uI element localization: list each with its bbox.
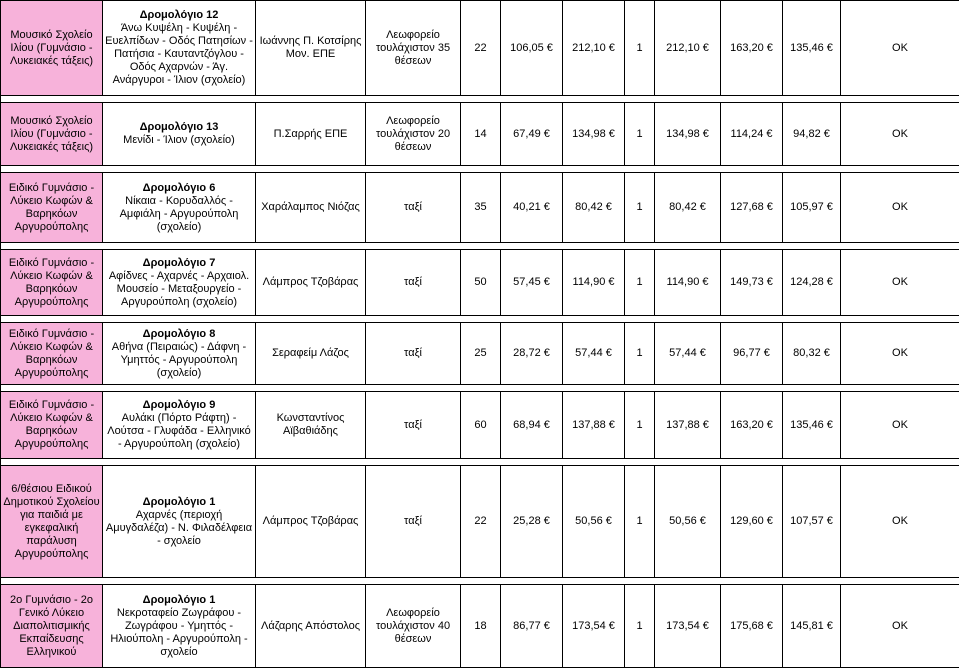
euro-sign: € <box>824 128 830 140</box>
contractor-cell <box>256 323 366 385</box>
daily-cost-cell <box>563 585 625 668</box>
table-row <box>1 585 959 668</box>
status-cell-text: ΟΚ <box>892 419 908 431</box>
route-title: Δρομολόγιο 12 <box>105 9 253 22</box>
quantity-cell-text: 35 <box>474 201 486 213</box>
vehicle-cell <box>366 323 461 385</box>
price-cell <box>501 585 563 668</box>
route-description: Νεκροταφείο Ζωγράφου - Ζωγράφου - Υμηττός - Ηλιούπολη - Αργυρούπολη - σχολείο <box>105 607 253 659</box>
days-cell <box>625 466 655 578</box>
vehicle-cell <box>366 392 461 459</box>
status-cell <box>841 323 959 385</box>
school-cell <box>1 392 103 459</box>
contractor-cell <box>256 250 366 316</box>
row-separator-cell <box>1 385 959 392</box>
net-cost-cell-text: 135,46 <box>790 419 824 431</box>
quantity-cell <box>461 585 501 668</box>
row-separator-cell <box>1 459 959 466</box>
quantity-cell <box>461 173 501 243</box>
net-cost-cell <box>783 250 841 316</box>
route-title: Δρομολόγιο 6 <box>105 182 253 195</box>
status-cell-text: ΟΚ <box>892 201 908 213</box>
route-description: Αφίδνες - Αχαρνές - Αρχαιολ. Μουσείο - Μεταξουργείο - Αργυρούπολη (σχολείο) <box>105 270 253 309</box>
total-cost-cell <box>655 392 721 459</box>
euro-sign: € <box>544 201 550 213</box>
route-title: Δρομολόγιο 9 <box>105 399 253 412</box>
budget-cell <box>721 585 783 668</box>
status-cell-text: ΟΚ <box>892 42 908 54</box>
school-cell <box>1 103 103 166</box>
school-cell <box>1 466 103 578</box>
budget-cell-text: 96,77 <box>733 347 761 359</box>
total-cost-cell <box>655 585 721 668</box>
status-cell-text: ΟΚ <box>892 347 908 359</box>
status-cell <box>841 250 959 316</box>
contractor-cell-text: Λάζαρης Απόστολος <box>261 620 360 632</box>
budget-cell <box>721 173 783 243</box>
daily-cost-cell-text: 57,44 <box>575 347 603 359</box>
euro-sign: € <box>547 42 553 54</box>
euro-sign: € <box>767 515 773 527</box>
euro-sign: € <box>544 620 550 632</box>
days-cell-text: 1 <box>636 128 642 140</box>
daily-cost-cell-text: 173,54 <box>572 620 606 632</box>
quantity-cell-text: 60 <box>474 419 486 431</box>
euro-sign: € <box>767 42 773 54</box>
quantity-cell <box>461 466 501 578</box>
quantity-cell <box>461 323 501 385</box>
euro-sign: € <box>606 347 612 359</box>
net-cost-cell <box>783 103 841 166</box>
contractor-cell <box>256 392 366 459</box>
total-cost-cell-text: 212,10 <box>666 42 700 54</box>
status-cell-text: ΟΚ <box>892 620 908 632</box>
total-cost-cell <box>655 323 721 385</box>
route-description: Νίκαια - Κορυδαλλός - Αμφιάλη - Αργυρούπολη (σχολείο) <box>105 195 253 234</box>
table-row <box>1 173 959 243</box>
status-cell <box>841 173 959 243</box>
budget-cell <box>721 392 783 459</box>
days-cell-text: 1 <box>636 419 642 431</box>
budget-cell <box>721 250 783 316</box>
price-cell-text: 28,72 <box>513 347 541 359</box>
table-row <box>1 250 959 316</box>
vehicle-cell <box>366 466 461 578</box>
row-separator <box>1 578 959 585</box>
quantity-cell-text: 18 <box>474 620 486 632</box>
contractor-cell-text: Λάμπρος Τζοβάρας <box>263 515 359 527</box>
net-cost-cell-text: 135,46 <box>790 42 824 54</box>
daily-cost-cell <box>563 1 625 96</box>
euro-sign: € <box>703 419 709 431</box>
quantity-cell <box>461 1 501 96</box>
vehicle-cell <box>366 1 461 96</box>
net-cost-cell <box>783 173 841 243</box>
days-cell-text: 1 <box>636 276 642 288</box>
price-cell <box>501 103 563 166</box>
total-cost-cell <box>655 250 721 316</box>
table-row <box>1 323 959 385</box>
euro-sign: € <box>609 620 615 632</box>
route-description: Αυλάκι (Πόρτο Ράφτη) - Λούτσα - Γλυφάδα - Ελληνικό - Αργυρούπολη (σχολείο) <box>105 412 253 451</box>
euro-sign: € <box>824 347 830 359</box>
vehicle-cell-text: ταξί <box>404 201 422 213</box>
route-cell <box>103 250 256 316</box>
euro-sign: € <box>608 276 614 288</box>
budget-cell-text: 149,73 <box>730 276 764 288</box>
price-cell <box>501 1 563 96</box>
net-cost-cell-text: 105,97 <box>790 201 824 213</box>
row-separator-cell <box>1 578 959 585</box>
school-cell-text: Ειδικό Γυμνάσιο - Λύκειο Κωφών & Βαρηκόων Αργυρούπολης <box>9 399 94 450</box>
quantity-cell-text: 14 <box>474 128 486 140</box>
euro-sign: € <box>544 419 550 431</box>
route-title: Δρομολόγιο 1 <box>105 496 253 509</box>
contractor-cell <box>256 173 366 243</box>
net-cost-cell-text: 145,81 <box>790 620 824 632</box>
euro-sign: € <box>606 201 612 213</box>
budget-cell <box>721 1 783 96</box>
contractor-cell-text: Ιωάννης Π. Κοτσίρης Μον. ΕΠΕ <box>260 35 362 60</box>
net-cost-cell <box>783 585 841 668</box>
euro-sign: € <box>544 347 550 359</box>
euro-sign: € <box>767 419 773 431</box>
euro-sign: € <box>764 347 770 359</box>
total-cost-cell <box>655 466 721 578</box>
status-cell-text: ΟΚ <box>892 276 908 288</box>
price-cell-text: 40,21 <box>513 201 541 213</box>
quantity-cell-text: 22 <box>474 42 486 54</box>
school-cell <box>1 1 103 96</box>
euro-sign: € <box>700 515 706 527</box>
route-description: Άνω Κυψέλη - Κυψέλη - Ευελπίδων - Οδός Πατησίων - Πατήσια - Καυταντζόγλου - Οδός Αχαρνών - Άγ. Ανάργυροι - Ίλιον (σχολείο) <box>105 22 253 87</box>
budget-cell-text: 127,68 <box>730 201 764 213</box>
euro-sign: € <box>606 515 612 527</box>
route-title: Δρομολόγιο 1 <box>105 594 253 607</box>
daily-cost-cell-text: 134,98 <box>572 128 606 140</box>
status-cell <box>841 585 959 668</box>
budget-cell-text: 163,20 <box>730 419 764 431</box>
quantity-cell-text: 25 <box>474 347 486 359</box>
euro-sign: € <box>827 620 833 632</box>
daily-cost-cell-text: 80,42 <box>575 201 603 213</box>
row-separator-cell <box>1 96 959 103</box>
daily-cost-cell-text: 114,90 <box>573 276 606 288</box>
budget-cell-text: 129,60 <box>730 515 764 527</box>
row-separator <box>1 243 959 250</box>
days-cell <box>625 173 655 243</box>
vehicle-cell-text: Λεωφορείο τουλάχιστον 40 θέσεων <box>376 607 450 645</box>
school-cell <box>1 585 103 668</box>
route-cell <box>103 1 256 96</box>
route-title: Δρομολόγιο 7 <box>105 257 253 270</box>
price-cell-text: 68,94 <box>513 419 541 431</box>
budget-cell-text: 175,68 <box>730 620 764 632</box>
quantity-cell-text: 22 <box>474 515 486 527</box>
school-cell-text: Μουσικό Σχολείο Ιλίου (Γυμνάσιο - Λυκειακές τάξεις) <box>10 115 93 153</box>
vehicle-cell-text: ταξί <box>404 515 422 527</box>
row-separator <box>1 385 959 392</box>
net-cost-cell-text: 124,28 <box>790 276 824 288</box>
days-cell-text: 1 <box>636 347 642 359</box>
total-cost-cell-text: 114,90 <box>667 276 700 288</box>
row-separator <box>1 96 959 103</box>
route-description: Μενίδι - Ίλιον (σχολείο) <box>105 134 253 147</box>
euro-sign: € <box>827 419 833 431</box>
table-row <box>1 466 959 578</box>
euro-sign: € <box>544 276 550 288</box>
row-separator <box>1 166 959 173</box>
euro-sign: € <box>766 128 772 140</box>
total-cost-cell <box>655 103 721 166</box>
vehicle-cell <box>366 103 461 166</box>
row-separator-cell <box>1 316 959 323</box>
status-cell <box>841 103 959 166</box>
route-description: Αχαρνές (περιοχή Αμυγδαλέζα) - Ν. Φιλαδέλφεια - σχολείο <box>105 509 253 548</box>
school-cell <box>1 173 103 243</box>
row-separator <box>1 459 959 466</box>
route-cell <box>103 585 256 668</box>
euro-sign: € <box>827 515 833 527</box>
contractor-cell <box>256 466 366 578</box>
vehicle-cell-text: ταξί <box>404 347 422 359</box>
quantity-cell <box>461 250 501 316</box>
days-cell <box>625 103 655 166</box>
school-cell-text: 2ο Γυμνάσιο - 2ο Γενικό Λύκειο Διαπολιτισμικής Εκπαίδευσης Ελληνικού <box>10 594 93 658</box>
net-cost-cell <box>783 323 841 385</box>
daily-cost-cell-text: 137,88 <box>572 419 606 431</box>
price-cell <box>501 323 563 385</box>
daily-cost-cell <box>563 250 625 316</box>
budget-cell-text: 114,24 <box>731 128 764 140</box>
euro-sign: € <box>767 201 773 213</box>
total-cost-cell <box>655 173 721 243</box>
school-cell-text: 6/θέσιου Ειδικού Δημοτικού Σχολείου για παιδιά με εγκεφαλική παράλυση Αργυρούπολης <box>3 483 99 560</box>
net-cost-cell <box>783 392 841 459</box>
euro-sign: € <box>609 42 615 54</box>
contractor-cell <box>256 103 366 166</box>
price-cell <box>501 250 563 316</box>
total-cost-cell-text: 80,42 <box>669 201 697 213</box>
price-cell-text: 25,28 <box>513 515 541 527</box>
route-cell <box>103 323 256 385</box>
daily-cost-cell-text: 50,56 <box>575 515 603 527</box>
days-cell-text: 1 <box>636 42 642 54</box>
euro-sign: € <box>827 42 833 54</box>
price-cell <box>501 466 563 578</box>
total-cost-cell-text: 134,98 <box>666 128 700 140</box>
table-row <box>1 392 959 459</box>
price-cell <box>501 173 563 243</box>
days-cell-text: 1 <box>636 620 642 632</box>
vehicle-cell <box>366 173 461 243</box>
daily-cost-cell-text: 212,10 <box>572 42 606 54</box>
total-cost-cell-text: 173,54 <box>666 620 700 632</box>
contractor-cell <box>256 585 366 668</box>
net-cost-cell <box>783 1 841 96</box>
daily-cost-cell <box>563 323 625 385</box>
euro-sign: € <box>702 276 708 288</box>
euro-sign: € <box>827 276 833 288</box>
route-description: Αθήνα (Πειραιώς) - Δάφνη - Υμηττός - Αργυρούπολη (σχολείο) <box>105 341 253 380</box>
net-cost-cell-text: 94,82 <box>793 128 821 140</box>
total-cost-cell-text: 57,44 <box>669 347 697 359</box>
euro-sign: € <box>827 201 833 213</box>
euro-sign: € <box>544 128 550 140</box>
vehicle-cell-text: ταξί <box>404 276 422 288</box>
table-row <box>1 103 959 166</box>
days-cell <box>625 585 655 668</box>
price-cell-text: 57,45 <box>513 276 541 288</box>
contractor-cell-text: Χαράλαμπος Νιόζας <box>261 201 360 213</box>
days-cell <box>625 392 655 459</box>
total-cost-cell-text: 137,88 <box>666 419 700 431</box>
school-cell-text: Ειδικό Γυμνάσιο - Λύκειο Κωφών & Βαρηκόων Αργυρούπολης <box>9 257 94 308</box>
euro-sign: € <box>609 419 615 431</box>
route-cell <box>103 392 256 459</box>
net-cost-cell <box>783 466 841 578</box>
table-row <box>1 1 959 96</box>
days-cell <box>625 323 655 385</box>
quantity-cell <box>461 103 501 166</box>
price-cell <box>501 392 563 459</box>
school-cell-text: Μουσικό Σχολείο Ιλίου (Γυμνάσιο - Λυκειακές τάξεις) <box>10 29 93 67</box>
total-cost-cell-text: 50,56 <box>669 515 697 527</box>
route-cell <box>103 466 256 578</box>
school-cell <box>1 250 103 316</box>
status-cell-text: ΟΚ <box>892 515 908 527</box>
days-cell <box>625 1 655 96</box>
vehicle-cell <box>366 250 461 316</box>
school-cell-text: Ειδικό Γυμνάσιο - Λύκειο Κωφών & Βαρηκόων Αργυρούπολης <box>9 182 94 233</box>
school-cell-text: Ειδικό Γυμνάσιο - Λύκειο Κωφών & Βαρηκόων Αργυρούπολης <box>9 328 94 379</box>
vehicle-cell <box>366 585 461 668</box>
budget-cell <box>721 323 783 385</box>
euro-sign: € <box>767 276 773 288</box>
euro-sign: € <box>703 128 709 140</box>
budget-cell <box>721 103 783 166</box>
route-title: Δρομολόγιο 13 <box>105 121 253 134</box>
total-cost-cell <box>655 1 721 96</box>
days-cell-text: 1 <box>636 515 642 527</box>
route-cell <box>103 103 256 166</box>
route-title: Δρομολόγιο 8 <box>105 328 253 341</box>
euro-sign: € <box>767 620 773 632</box>
contractor-cell-text: Κωνσταντίνος Αϊβαθιάδης <box>277 412 345 437</box>
net-cost-cell-text: 107,57 <box>790 515 824 527</box>
euro-sign: € <box>544 515 550 527</box>
euro-sign: € <box>700 201 706 213</box>
days-cell <box>625 250 655 316</box>
price-cell-text: 106,05 <box>510 42 544 54</box>
daily-cost-cell <box>563 173 625 243</box>
quantity-cell-text: 50 <box>474 276 486 288</box>
budget-cell-text: 163,20 <box>730 42 764 54</box>
contractor-cell-text: Λάμπρος Τζοβάρας <box>263 276 359 288</box>
route-cell <box>103 173 256 243</box>
price-cell-text: 86,77 <box>513 620 541 632</box>
quantity-cell <box>461 392 501 459</box>
contractor-cell-text: Π.Σαρρής ΕΠΕ <box>274 128 348 140</box>
daily-cost-cell <box>563 392 625 459</box>
euro-sign: € <box>703 620 709 632</box>
school-cell <box>1 323 103 385</box>
status-cell-text: ΟΚ <box>892 128 908 140</box>
status-cell <box>841 1 959 96</box>
days-cell-text: 1 <box>636 201 642 213</box>
row-separator-cell <box>1 243 959 250</box>
daily-cost-cell <box>563 103 625 166</box>
euro-sign: € <box>609 128 615 140</box>
row-separator <box>1 316 959 323</box>
status-cell <box>841 392 959 459</box>
vehicle-cell-text: ταξί <box>404 419 422 431</box>
routes-table-body <box>1 1 959 668</box>
vehicle-cell-text: Λεωφορείο τουλάχιστον 35 θέσεων <box>376 29 450 67</box>
status-cell <box>841 466 959 578</box>
daily-cost-cell <box>563 466 625 578</box>
contractor-cell <box>256 1 366 96</box>
vehicle-cell-text: Λεωφορείο τουλάχιστον 20 θέσεων <box>376 115 450 153</box>
net-cost-cell-text: 80,32 <box>793 347 821 359</box>
budget-cell <box>721 466 783 578</box>
contractor-cell-text: Σεραφείμ Λάζος <box>272 347 349 359</box>
euro-sign: € <box>700 347 706 359</box>
row-separator-cell <box>1 166 959 173</box>
euro-sign: € <box>703 42 709 54</box>
price-cell-text: 67,49 <box>513 128 541 140</box>
